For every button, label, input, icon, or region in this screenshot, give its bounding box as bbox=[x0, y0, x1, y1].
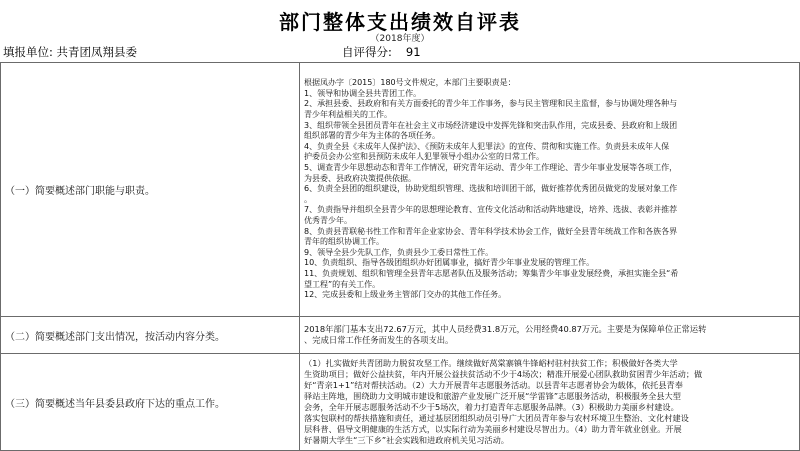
content-line: 驿站主阵地，围绕助力文明城市建设和旅游产业发展广泛开展“学雷锋”志愿服务活动，积极服务全县大型 bbox=[304, 391, 681, 401]
content-line: 层科普、倡导文明健康的生活方式，以实际行动为美丽乡村建设尽智出力。（4）助力青年就业创业。开展 bbox=[304, 424, 682, 434]
content-line: 6、负责全县团的组织建设，协助党组织管理、选拔和培训团干部，做好推荐优秀团员做党的发展对象工作 bbox=[304, 184, 678, 194]
reporting-unit: 填报单位: 共青团凤翔县委 bbox=[3, 45, 138, 59]
content-line: 3、组织带领全县团员青年在社会主义市场经济建设中发挥先锋和突击队作用，完成县委、县政府和上级团 bbox=[304, 120, 678, 130]
score-label: 自评得分: bbox=[342, 45, 392, 59]
content-line: 12、完成县委和上级业务主管部门交办的其他工作任务。 bbox=[304, 290, 507, 300]
content-line: 5、调查青少年思想动态和青年工作情况，研究青年运动、青少年工作理论、青少年事业发展等各项工作， bbox=[304, 163, 678, 173]
content-line: 好“青亲1+1”结对帮扶活动。（2）大力开展青年志愿服务活动。以县青年志愿者协会为载体，依托县青奉 bbox=[304, 380, 683, 390]
content-line: 护委员会办公室和县预防未成年人犯罪领导小组办公室的日常工作。 bbox=[304, 152, 544, 162]
row-content bbox=[300, 63, 800, 317]
content-line: 根据凤办字〔2015〕180号文件规定，本部门主要职责是： bbox=[304, 78, 516, 88]
table-row bbox=[1, 317, 800, 354]
content-line: 11、负责规划、组织和管理全县青年志愿者队伍及服务活动；筹集青少年事业发展经费，承担实施全县“希 bbox=[304, 268, 679, 278]
content-line: 。 bbox=[304, 194, 312, 204]
content-line: 7、负责指导并组织全县青少年的思想理论教育、宣传文化活动和活动阵地建设，培养、选拔、表彰并推荐 bbox=[304, 205, 678, 215]
row-label: （一）简要概述部门职能与职责。 bbox=[1, 63, 300, 317]
self-score bbox=[342, 44, 421, 60]
content-line: 落实包联村的帮扶措施和责任，通过基层团组织动员引导广大团员青年参与农村环境卫生整治、文化村建设 bbox=[304, 413, 689, 423]
content-line: 优秀青少年。 bbox=[304, 215, 352, 225]
score-value: 91 bbox=[405, 45, 421, 59]
content-line: 好暑期大学生“三下乡”社会实践和进政府机关见习活动。 bbox=[304, 435, 509, 445]
content-line: 生资助项目；做好公益扶贫，年内开展公益扶贫活动不少于4场次；精准开展爱心团队救助贫困青少年活动；做 bbox=[304, 369, 703, 379]
content-line: 会务，全年开展志愿服务活动不少于5场次，着力打造青年志愿服务品牌。（3）积极助力美丽乡村建设。 bbox=[304, 402, 679, 412]
content-line: 2018年部门基本支出72.67万元，其中人员经费31.8万元，公用经费40.87万元。主要是为保障单位正常运转 bbox=[304, 323, 707, 334]
content-line: （1）扎实做好共青团助力脱贫攻坚工作。继续做好莴棠寨镇牛锋峪村驻村扶贫工作；积极做好各类大学 bbox=[304, 358, 678, 368]
table-row bbox=[1, 354, 800, 451]
page-title: 部门整体支出绩效自评表 bbox=[279, 10, 521, 34]
content-line: 青少年利益相关的工作。 bbox=[304, 110, 392, 120]
row-content bbox=[300, 317, 800, 354]
evaluation-table bbox=[0, 62, 800, 451]
row-content bbox=[300, 354, 800, 451]
content-line: 4、负责全县《未成年人保护法》、《预防未成年人犯罪法》的宣传、贯彻和实施工作。负责县未成年人保 bbox=[304, 141, 670, 151]
row-label: （三）简要概述当年县委县政府下达的重点工作。 bbox=[1, 354, 300, 451]
content-line: 为县委、县政府决策提供依据。 bbox=[304, 173, 416, 183]
content-line: 望工程”的有关工作。 bbox=[304, 279, 381, 289]
content-line: 2、承担县委、县政府和有关方面委托的青少年工作事务，参与民主管理和民主监督，参与协调处理各种与 bbox=[304, 99, 678, 109]
content-line: 1、领导和协调全县共青团工作。 bbox=[304, 88, 422, 98]
content-line: 、完成日常工作任务而发生的各项支出。 bbox=[304, 335, 454, 345]
row-label: （二）简要概述部门支出情况，按活动内容分类。 bbox=[1, 317, 300, 354]
table-row bbox=[1, 63, 800, 317]
content-line: 8、负责县青联秘书性工作和青年企业家协会、青年科学技术协会工作，做好全县青年统战工作和各族各界 bbox=[304, 226, 678, 236]
content-line: 9、领导全县少先队工作，负责县少工委日常性工作。 bbox=[304, 247, 494, 257]
content-line: 组织部署的青少年为主体的各项任务。 bbox=[304, 131, 440, 141]
content-line: 10、负责组织、指导各级团组织办好团属事业，搞好青少年事业发展的管理工作。 bbox=[304, 258, 595, 268]
content-line: 青年的组织协调工作。 bbox=[304, 237, 384, 247]
report-year: （2018年度） bbox=[370, 34, 430, 44]
